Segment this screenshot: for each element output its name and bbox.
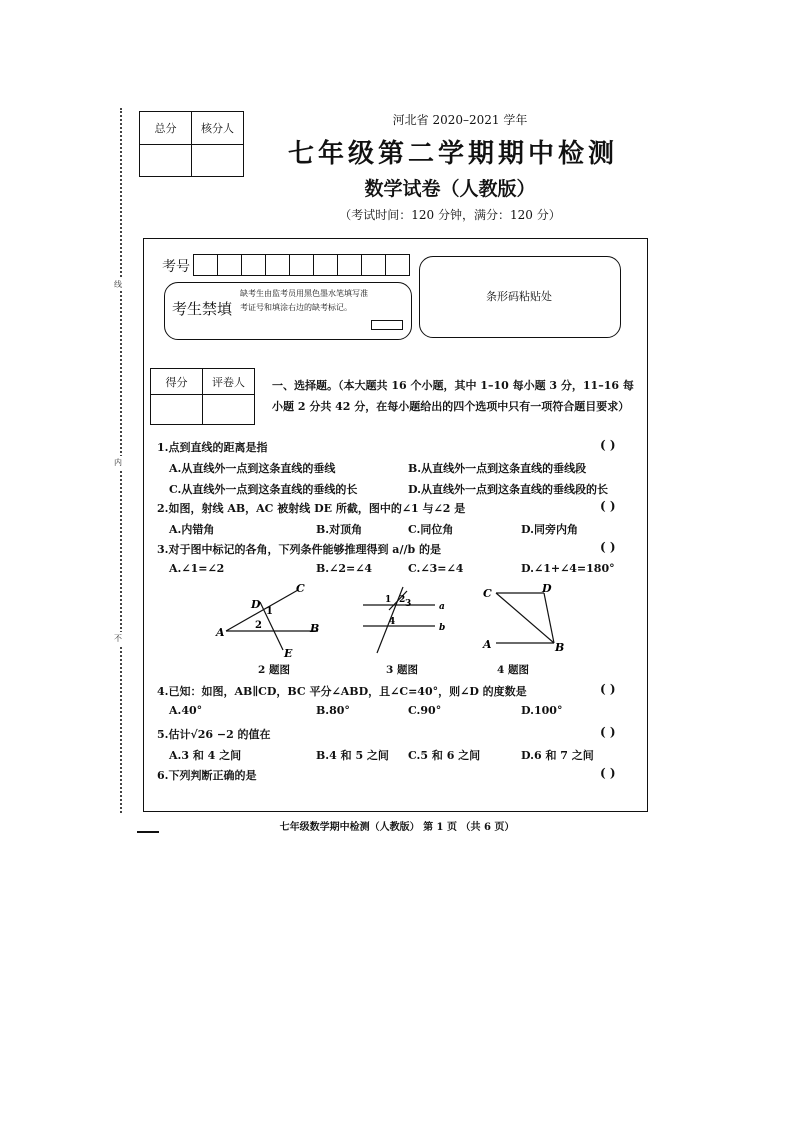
label-c: C [296, 582, 305, 595]
option-b: B.∠2=∠4 [316, 562, 373, 575]
ray-ac [226, 590, 298, 631]
figure-4 [478, 582, 578, 654]
candidate-forbidden-label: 考生禁填 [172, 300, 233, 318]
angle-4-label: 4 [389, 617, 396, 627]
figure-3-caption: 3 题图 [386, 664, 418, 676]
label-a: A [216, 626, 225, 639]
label-a: A [483, 638, 492, 651]
angle-2-label: 2 [399, 595, 406, 605]
barcode-label: 条形码粘贴处 [486, 290, 552, 303]
exam-number-cell[interactable] [338, 255, 362, 275]
answer-paren[interactable]: ( ) [600, 766, 616, 780]
checker-cell[interactable] [192, 145, 244, 177]
option-c: C.90° [408, 704, 442, 717]
exam-number-cell[interactable] [242, 255, 266, 275]
total-score-cell[interactable] [140, 145, 192, 177]
section-1-heading: 一、选择题。（本大题共 16 个小题，其中 1–10 每小题 3 分，11–16 每小题 2 分共 42 分，在每小题给出的四个选项中只有一项符合题目要求） [272, 379, 634, 413]
option-a: A.3 和 4 之间 [169, 749, 242, 762]
exam-number-label: 考号 [162, 259, 190, 275]
score-cell[interactable] [151, 395, 203, 425]
corner-mark [137, 831, 159, 833]
exam-number-cell[interactable] [290, 255, 314, 275]
label-b: B [310, 622, 320, 635]
angle-3-label: 3 [405, 599, 412, 609]
exam-info: （考试时间：120 分钟，满分：120 分） [339, 208, 561, 222]
label-line-a: a [439, 602, 445, 612]
option-a: A.40° [169, 704, 203, 717]
grader-cell[interactable] [203, 395, 255, 425]
province-year: 河北省 2020–2021 学年 [392, 113, 528, 127]
figure-2-caption: 2 题图 [258, 664, 290, 676]
option-c: C.同位角 [408, 523, 454, 536]
option-d: D.∠1+∠4=180° [521, 562, 615, 575]
option-b: B.对顶角 [316, 523, 363, 536]
angle-1-label: 1 [266, 606, 273, 617]
question-1-stem: 1.点到直线的距离是指 [157, 441, 268, 454]
question-3-stem: 3.对于图中标记的各角，下列条件能够推理得到 a//b 的是 [157, 543, 441, 556]
exam-number-cell[interactable] [218, 255, 242, 275]
option-a: A.从直线外一点到这条直线的垂线 [169, 462, 336, 475]
question-4-stem: 4.已知：如图，AB∥CD，BC 平分∠ABD，且∠C=40°，则∠D 的度数是 [157, 685, 527, 698]
exam-number-cell[interactable] [314, 255, 338, 275]
answer-paren[interactable]: ( ) [600, 682, 616, 696]
checker-header: 核分人 [192, 112, 244, 145]
angle-2-label: 2 [255, 620, 262, 631]
score-header: 得分 [151, 369, 203, 395]
question-2-stem: 2.如图，射线 AB，AC 被射线 DE 所截，图中的∠1 与∠2 是 [157, 502, 466, 515]
page-title: 七年级第二学期期中检测 [287, 139, 618, 169]
question-5-stem: 5.估计√26 −2 的值在 [157, 728, 271, 741]
option-c: C.5 和 6 之间 [408, 749, 481, 762]
option-a: A.∠1=∠2 [169, 562, 225, 575]
answer-paren[interactable]: ( ) [600, 499, 616, 513]
option-c: C.∠3=∠4 [408, 562, 464, 575]
label-d: D [251, 598, 261, 611]
total-score-table [139, 111, 244, 177]
page-subtitle: 数学试卷（人教版） [364, 178, 536, 200]
figure-4-caption: 4 题图 [497, 664, 529, 676]
option-c: C.从直线外一点到这条直线的垂线的长 [169, 483, 358, 496]
option-d: D.从直线外一点到这条直线的垂线段的长 [408, 483, 608, 496]
section-score-table [150, 368, 255, 425]
exam-number-cells[interactable] [193, 254, 410, 276]
option-b: B.80° [316, 704, 350, 717]
exam-number-cell[interactable] [266, 255, 290, 275]
option-d: D.6 和 7 之间 [521, 749, 594, 762]
margin-mark: 不 [114, 634, 122, 643]
question-6-stem: 6.下列判断正确的是 [157, 769, 257, 782]
answer-paren[interactable]: ( ) [600, 540, 616, 554]
option-d: D.100° [521, 704, 563, 717]
exam-number-cell[interactable] [362, 255, 386, 275]
label-b: B [555, 641, 565, 654]
angle-1-label: 1 [385, 595, 392, 605]
answer-paren[interactable]: ( ) [600, 725, 616, 739]
option-b: B.4 和 5 之间 [316, 749, 389, 762]
option-d: D.同旁内角 [521, 523, 578, 536]
exam-number-cell[interactable] [386, 255, 409, 275]
label-line-b: b [439, 623, 446, 633]
absence-note: 缺考生由监考员用黑色墨水笔填写准考证号和填涂右边的缺考标记。 [240, 289, 368, 312]
margin-mark: 内 [114, 458, 122, 467]
grader-header: 评卷人 [203, 369, 255, 395]
margin-mark: 线 [114, 280, 122, 289]
label-e: E [284, 647, 293, 660]
figure-2 [208, 580, 338, 660]
option-b: B.从直线外一点到这条直线的垂线段 [408, 462, 587, 475]
answer-paren[interactable]: ( ) [600, 438, 616, 452]
total-score-header: 总分 [140, 112, 192, 145]
page-footer: 七年级数学期中检测（人教版） 第 1 页 （共 6 页） [279, 822, 515, 833]
option-a: A.内错角 [169, 523, 215, 536]
label-c: C [483, 587, 492, 600]
label-d: D [542, 582, 552, 595]
absence-mark-box[interactable] [371, 320, 403, 330]
figure-3 [355, 585, 455, 657]
exam-number-cell[interactable] [194, 255, 218, 275]
